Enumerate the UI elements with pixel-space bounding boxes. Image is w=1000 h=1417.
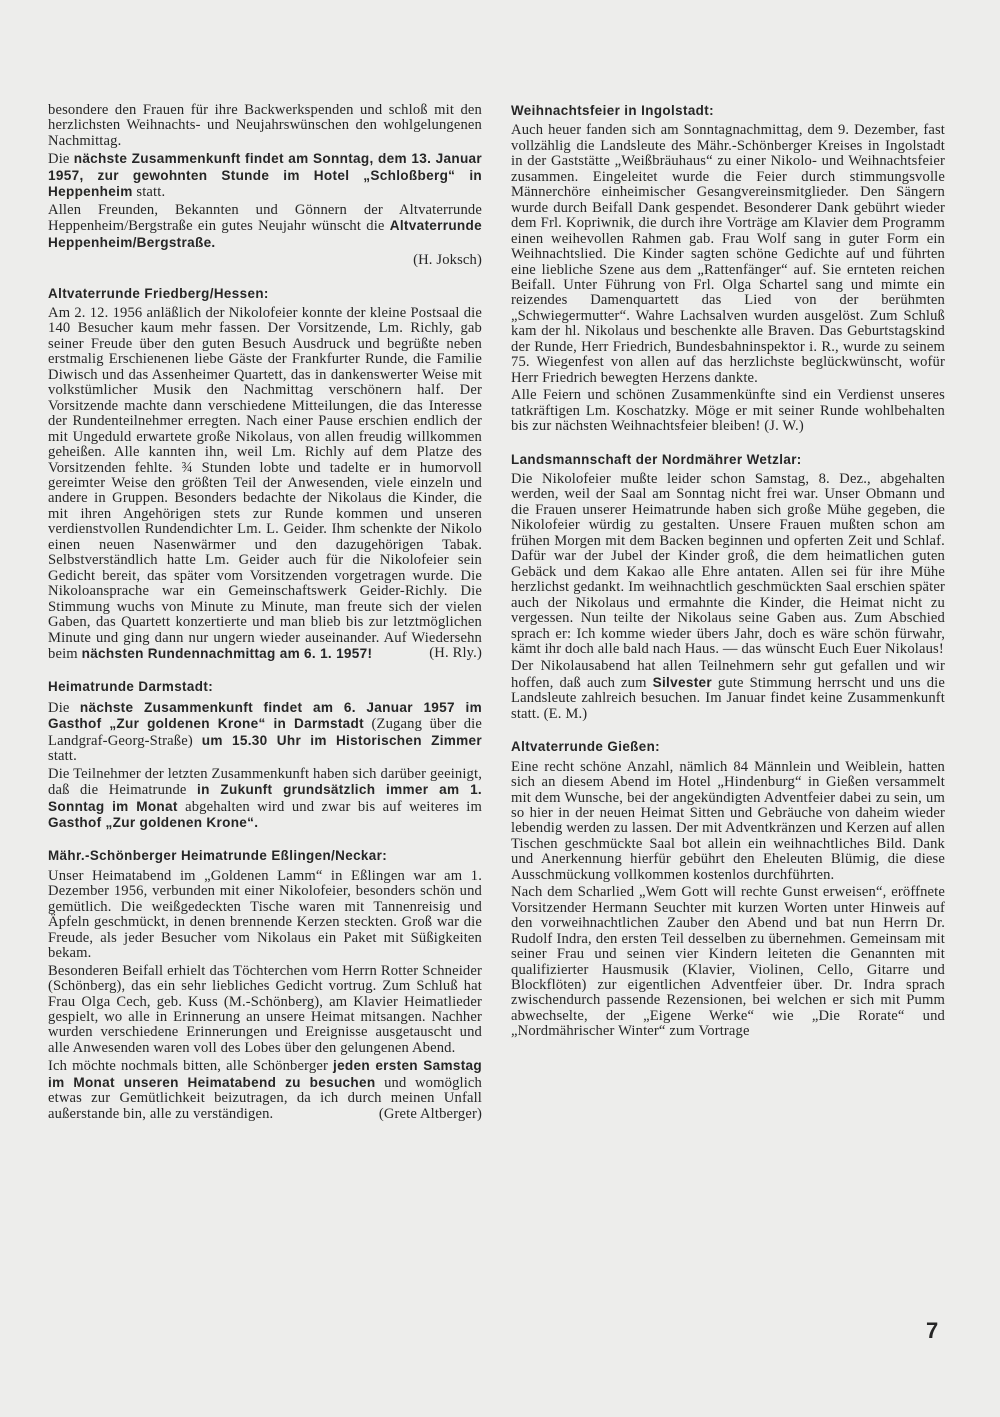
article-paragraph bbox=[511, 885, 945, 1040]
bold-text: in Zukunft grundsätzlich immer am 1. Sonntag im Monat bbox=[48, 782, 483, 814]
bold-text: nächste Zusammenkunft findet am Sonntag, dem 13. Januar 1957, zur gewohnten Stunde im Hotel „Schloßberg“ in Heppenheim bbox=[48, 151, 482, 200]
article-paragraph bbox=[48, 103, 482, 149]
section-heading: Heimatrunde Darmstadt: bbox=[48, 679, 214, 695]
body-text: Eine recht schöne Anzahl, nämlich 84 Männlein und Weiblein, hatten sich an diesem Abend im Hotel „Hindenburg“ in Gießen versammelt mit dem Wunsche, bei der angekündigten Adventfeier dabei zu sein, um so hier in der neuen Heimat Sitten und Gebräuche von daheim wieder lebendig werden zu lassen. Der mit Adventkränzen und Kerzen auf allen Tischen geschmückte Saal bot allein ein weihnachtliches Bild. Dank und Anerkennung hierfür gebührt den Eheleuten Blümig, die diese Ausschmückung vollkommen kostenlos durchführten. bbox=[511, 758, 945, 883]
body-text: und womöglich etwas zur Gemütlichkeit beizutragen, da ich durch meinen Unfall außerstande bin, alle zu verständigen. bbox=[48, 1074, 483, 1122]
article-paragraph bbox=[48, 151, 482, 200]
section-heading: Landsmannschaft der Nordmährer Wetzlar: bbox=[511, 451, 802, 467]
article-paragraph bbox=[48, 1058, 482, 1122]
body-text: Am 2. 12. 1956 anläßlich der Nikolofeier konnte der kleine Postsaal die 140 Besucher kaum mehr fassen. Der Vorsitzende, Lm. Richly, gab seiner Freude über den guten Besuch Ausdruck und begrüßte neben erstmalig Erschienenen liebe Gäste der Frankfurter Runde, die Familie Diwisch und das Assenheimer Quartett, das in dankenswerter Weise mit volkstümlicher Musik den Nachmittag verschönern half. Der Vorsitzende machte dann verschiedene Mitteilungen, die das Interesse der Rundenteilnehmer erregten. Nach einer Pause erschien endlich der mit Ungeduld erwartete große Nikolaus, von allen freudig willkommen geheißen. Alle kannten ihn, weil Lm. Richly auf dem Platze des Vorsitzenden fehlte. ¾ Stunden lobte und tadelte er in humorvoll gereimter Weise den größten Teil der Anwesenden, viele einzeln und andere in Gruppen. Besonders bedachte der Nikolaus die Kinder, die mit ihren Angehörigen stets zur Runde kommen und unseren verdienstvollen Rundendichter Lm. L. Geider. Ihm schenkte der Nikolo einen neuen Nasenwärmer und den dazugehörigen Tabak. Selbstverständlich hatte Lm. Geider auch für die Nikolofeier sein Gedicht bereit, das später vom Vorsitzenden vorgetragen wurde. Die Nikoloansprache war ein Gemeinschaftswerk Geider-Richly. Die Stimmung wuchs von Minute zu Minute, man freute sich der vielen Gaben, das Quartett konzertierte und man blieb bis zur letztmöglichen Minute und ging dann nur ungern wieder auseinander. Auf Wiedersehn beim bbox=[48, 304, 482, 662]
author-signature: (H. Joksch) bbox=[413, 252, 482, 269]
page-number: 7 bbox=[926, 1318, 939, 1343]
body-text: Auch heuer fanden sich am Sonntagnachmittag, dem 9. Dezember, fast vollzählig die Landsleute des Mähr.-Schönberger Kreises in Ingolstadt in der Gaststätte „Weißbräuhaus“ zu einer Nikolo- und Weihnachtsfeier zusammen. Eingeleitet wurde die Feier durch stimmungsvolle Männerchöre einheimischer Gesangvereinsmitglieder. Den Sängern wurde durch Beifall Dank gespendet. Besonderer Dank gebührt wieder dem Frl. Kopriwnik, die durch ihre Vorträge am Klavier dem Programm einen weihevollen Rahmen gab. Frau Wolf sang in guter Form ein Weihnachtslied. Die Kinder sagten schöne Gedichte auf und führten eine liebliche Szene aus dem „Rattenfänger“ auf. Sie ernteten reichen Beifall. Unter Führung von Frl. Olga Schartel sang und mimte ein reizendes Damenquartett das Lied von der berühmten „Schwiegermutter“. Wahre Lachsalven wurden ausgelöst. Zum Schluß kam der hl. Nikolaus und beschenkte alle Braven. Das Geburtstagskind der Runde, Herr Friedrich, Bundesbahninspektor i. R., wurde zu seinem 75. Wiegenfest von allen auf das herzlichste beglückwünscht, wofür Herr Friedrich bewegten Herzens dankte. bbox=[511, 122, 945, 386]
article-paragraph bbox=[48, 767, 482, 832]
bold-text: um 15.30 Uhr im Historischen Zimmer bbox=[201, 732, 482, 748]
bold-text: nächste Zusammenkunft findet am 6. Januar 1957 im Gasthof „Zur goldenen Krone“ in Darmstadt bbox=[48, 699, 482, 732]
article-paragraph bbox=[511, 472, 945, 657]
body-text: Die Nikolofeier mußte leider schon Samstag, 8. Dez., abgehalten werden, weil der Saal am Sonntag nicht frei war. Unser Obmann und die Frauen unserer Heimatrunde haben sich große Mühe gegeben, die Nikolofeier würdig zu gestalten. Unsere Frauen mußten schon am frühen Morgen mit dem Backen beginnen und opferten Zeit und Schlaf. Dafür war der Jubel der Kinder groß, die dem heimatlichen guten Gebäck und dem Kakao alle Ehre antaten. Allen sei für ihre Mühe herzlichst gedankt. Im weihnachtlich geschmückten Saal erschien später auch der Nikolaus und ermahnte die Kinder, die Heimat nicht zu vergessen. Nun teilte der Nikolaus seine Gaben aus. Zum Abschied sprach er: Ich komme wieder übers Jahr, doch es wäre schön fürwahr, kämt ihr doch alle bald nach Haus. — das wünscht Euch Euer Nikolaus! bbox=[511, 470, 945, 657]
article-paragraph bbox=[511, 760, 945, 884]
article-paragraph bbox=[48, 869, 482, 962]
body-text: Allen Freunden, Bekannten und Gönnern der Altvaterrunde Heppenheim/Bergstraße ein gutes Neujahr wünscht die bbox=[48, 201, 482, 235]
bold-text: jeden ersten Samstag im Monat unseren Heimatabend zu besuchen bbox=[48, 1058, 482, 1090]
body-text: Nach dem Scharlied „Wem Gott will rechte Gunst erweisen“, eröffnete Vorsitzender Hermann Seuchter mit kurzen Worten unter Hinweis auf den vorweihnachtlichen Zauber den Abend und bat nun Herrn Dr. Rudolf Indra, den ersten Teil desselben zu übernehmen. Gemeinsam mit seiner Frau und seinen vier Kindern leiteten die Genannten mit qualifizierter Hausmusik (Klavier, Violinen, Cello, Gitarre und Blockflöten) zur eigentlichen Adventfeier über. Dr. Indra sprach zwischendurch passende Rezensionen, bei welchen er sich mit Pumm abwechselte, der „Eigene Werke“ wie „Die Rorate“ und „Nordmährischer Winter“ zum Vortrage bbox=[511, 884, 945, 1040]
article-paragraph bbox=[48, 700, 482, 765]
section-heading: Altvaterrunde Gießen: bbox=[511, 739, 661, 755]
article-paragraph bbox=[48, 306, 482, 662]
bold-text: nächsten Rundennachmittag am 6. 1. 1957! bbox=[81, 645, 373, 661]
article-paragraph bbox=[511, 123, 945, 386]
author-signature: (H. Rly.) bbox=[429, 644, 482, 661]
body-text: gute Stimmung herrscht und uns die Landsleute zahlreich besuchen. Im Januar findet keine Zusammenkunft statt. (E. M.) bbox=[511, 674, 945, 722]
article-paragraph bbox=[511, 388, 945, 434]
body-text: Die bbox=[48, 151, 74, 168]
section-heading: Mähr.-Schönberger Heimatrunde Eßlingen/Neckar: bbox=[48, 848, 388, 864]
section-heading: Altvaterrunde Friedberg/Hessen: bbox=[48, 285, 269, 301]
section-heading: Weihnachtsfeier in Ingolstadt: bbox=[511, 103, 714, 118]
article-paragraph bbox=[48, 964, 482, 1057]
right-column bbox=[511, 103, 945, 1042]
body-text: statt. bbox=[132, 184, 166, 201]
body-text: Der Nikolausabend hat allen Teilnehmern sehr gut gefallen und wir hoffen, daß auch zum bbox=[511, 658, 945, 691]
body-text: Unser Heimatabend im „Goldenen Lamm“ in Eßlingen war am 1. Dezember 1956, verbunden mit einer Nikolofeier, besonders schön und gemütlich. Die weißgedeckten Tische waren mit Tannenreisig und Äpfeln geschmückt, in denen brennende Kerzen steckten. Groß war die Freude, als jeder Besucher vom Nikolaus ein Paket mit Süßigkeiten bekam. bbox=[48, 867, 482, 962]
body-text: Die Teilnehmer der letzten Zusammenkunft haben sich darüber geeinigt, daß die Heimatrunde bbox=[48, 765, 482, 799]
body-text: abgehalten wird und zwar bis auf weiteres im bbox=[177, 798, 482, 815]
bold-text: Gasthof „Zur goldenen Krone“. bbox=[48, 815, 259, 831]
body-text: besondere den Frauen für ihre Backwerkspenden und schloß mit den herzlichsten Weihnachts- und Neujahrswünschen den wohlgelungenen Nachmittag. bbox=[48, 102, 482, 149]
body-text: Die bbox=[48, 699, 80, 716]
body-text: Ich möchte nochmals bitten, alle Schönberger bbox=[48, 1058, 333, 1075]
article-paragraph bbox=[48, 203, 482, 251]
author-signature: (Grete Altberger) bbox=[378, 1105, 482, 1122]
article-paragraph bbox=[511, 659, 945, 722]
bold-text: Altvaterrunde Heppenheim/Bergstraße. bbox=[48, 218, 482, 250]
body-text: Besonderen Beifall erhielt das Töchterchen vom Herrn Rotter Schneider (Schönberg), das ein sehr liebliches Gedicht vortrug. Zum Schluß hat Frau Olga Cech, geb. Kuss (M.-Schönberg), am Klavier Heimatlieder gespielt, wo alle in Erinnerung an unsere Heimat mitsangen. Nachher wurden verschiedene Erinnerungen und Ereignisse ausgetauscht und alle Anwesenden waren voll des Lobes über den gelungenen Abend. bbox=[48, 962, 482, 1056]
body-text: (Zugang über die Landgraf-Georg-Straße) bbox=[48, 716, 482, 749]
left-column bbox=[48, 103, 482, 1124]
body-text: statt. bbox=[48, 748, 77, 765]
bold-text: Silvester bbox=[652, 674, 712, 690]
body-text: Alle Feiern und schönen Zusammenkünfte sind ein Verdienst unseres tatkräftigen Lm. Koschatzky. Möge er mit seiner Runde wohlbehalten bis zur nächsten Weihnachtsfeier bleiben! (J. W.) bbox=[511, 387, 945, 435]
